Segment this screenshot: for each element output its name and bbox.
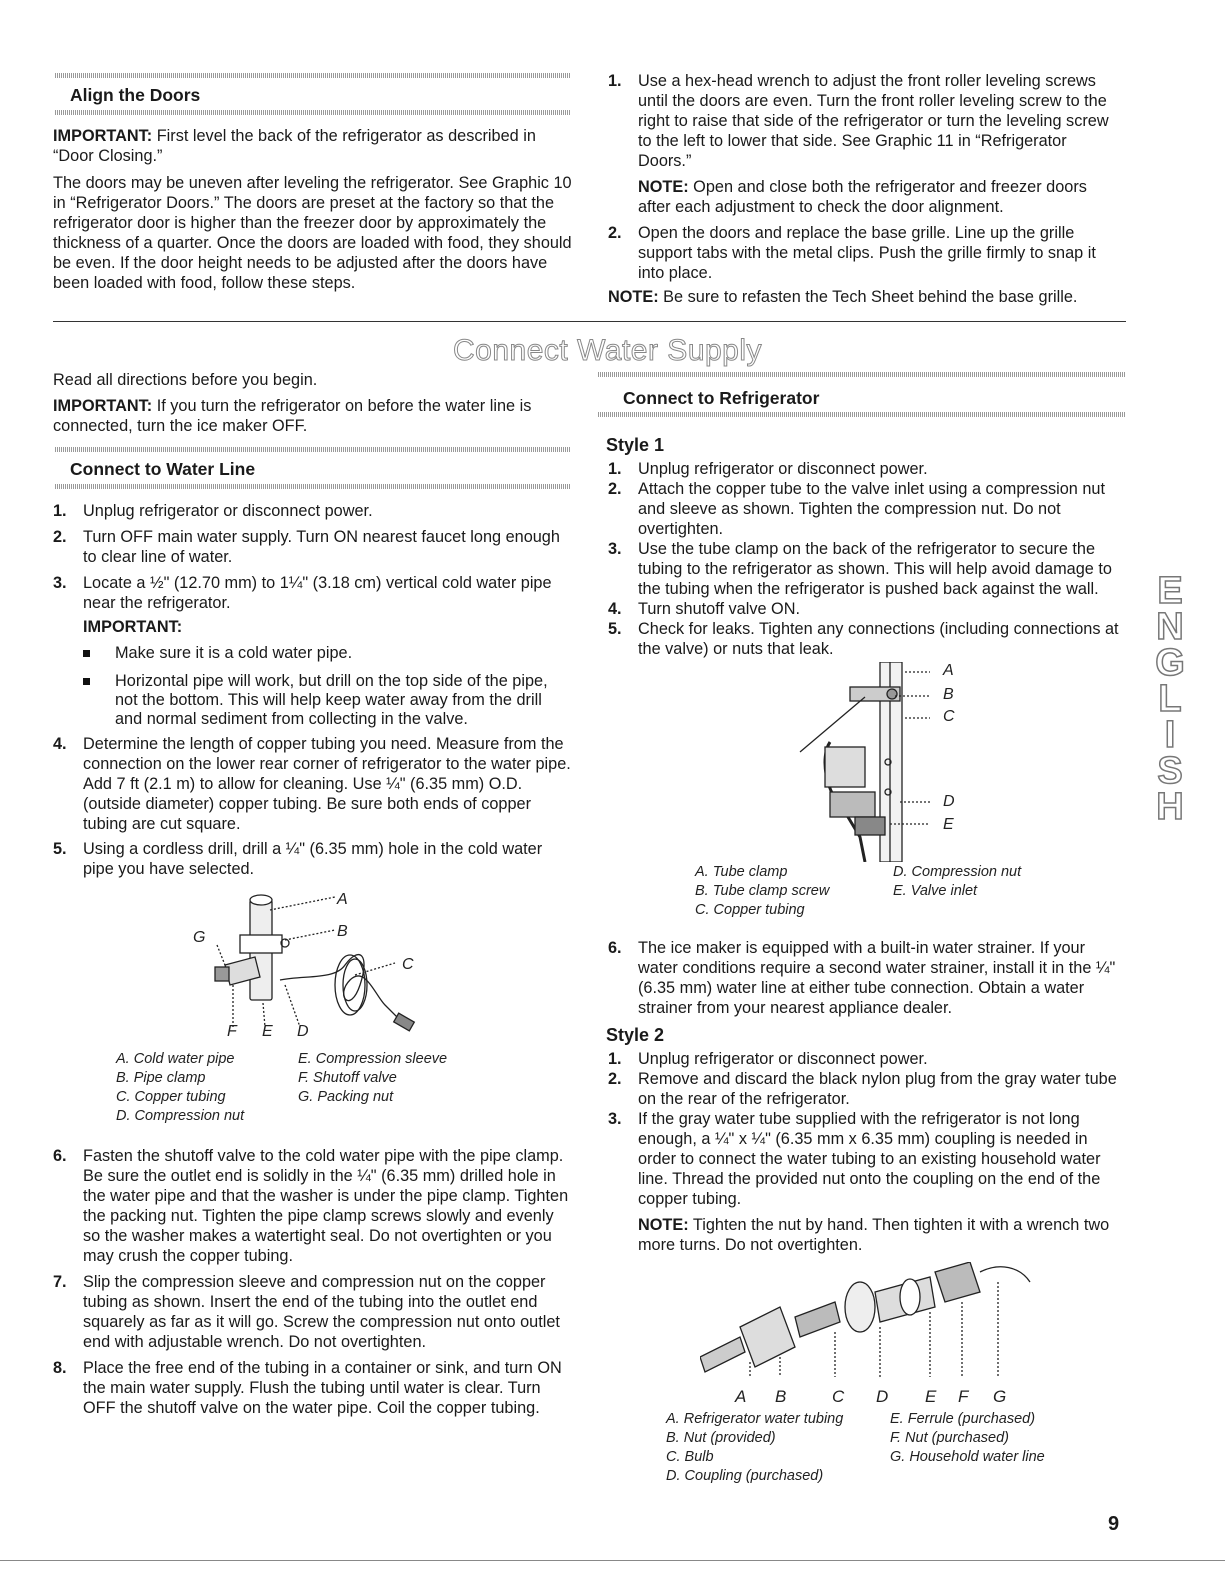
important-label: IMPORTANT:	[53, 397, 153, 415]
heading-rule	[55, 484, 570, 489]
list-item	[608, 223, 1120, 283]
list-item: 3. Locate a ½" (12.70 mm) to 1¼" (3.18 cm) vertical cold water pipe near the refrigerator.	[53, 574, 552, 612]
heading-rule	[55, 110, 570, 115]
figure-letter: F	[958, 1387, 969, 1406]
figure-captions-left	[116, 1050, 244, 1126]
read-directions: Read all directions before you begin.	[53, 371, 318, 389]
figure-letter: C	[402, 956, 414, 973]
figure-captions-left	[666, 1410, 843, 1486]
caption: A. Tube clamp	[695, 864, 788, 880]
list-item: 8. Place the free end of the tubing in a container or sink, and turn ON the main water supply. Flush the tubing until water is clear. Turn OFF the shutoff valve on the water pipe. Coil the copper tubing.	[53, 1359, 562, 1417]
caption: C. Copper tubing	[116, 1089, 226, 1105]
caption: D. Compression nut	[116, 1108, 245, 1124]
figure-letter: B	[775, 1387, 787, 1406]
figure-letter: G	[193, 929, 206, 946]
figure-captions-right	[890, 1410, 1045, 1467]
figure-letter: C	[832, 1387, 845, 1406]
figure-captions-right	[298, 1050, 447, 1107]
caption: D. Coupling (purchased)	[666, 1468, 824, 1484]
figure-letter: E	[262, 1023, 273, 1040]
step-text: Turn shutoff valve ON.	[638, 600, 800, 618]
step-text: Unplug refrigerator or disconnect power.	[638, 1050, 928, 1068]
caption: E. Valve inlet	[893, 883, 978, 899]
note	[608, 1215, 1123, 1255]
list-item: 4. Turn shutoff valve ON.	[608, 600, 800, 618]
align-paragraph: The doors may be uneven after leveling the refrigerator. See Graphic 10 in “Refrigerator Doors.” The doors are preset at the factory so that the refrigerator door is higher than the freezer door by approximately the thickness of a quarter. Once the doors are loaded with food, they should be even. If the door height needs to be adjusted after the doors have been loaded with food, follow these steps.	[53, 174, 572, 292]
caption: A. Refrigerator water tubing	[666, 1411, 844, 1427]
caption: C. Bulb	[666, 1449, 714, 1465]
step-text: If the gray water tube supplied with the refrigerator is not long enough, a ¼" x ¼" (6.35 mm x 6.35 mm) coupling is needed in order to connect the water tubing to an existing household water line. Thread the provided nut onto the coupling on the end of the copper tubing.	[638, 1110, 1101, 1208]
heading-rule	[55, 73, 570, 78]
intro	[53, 370, 573, 436]
list-item: 5. Using a cordless drill, drill a ¼" (6.35 mm) hole in the cold water pipe you have selected.	[53, 840, 543, 878]
figure-letter: E	[943, 816, 954, 833]
step-text: Attach the copper tube to the valve inlet using a compression nut and sleeve as shown. Tighten the compression nut. Do not overtighten.	[638, 480, 1106, 538]
figure-letter: C	[943, 708, 955, 725]
step-text: Remove and discard the black nylon plug from the gray water tube on the rear of the refrigerator.	[638, 1070, 1117, 1108]
caption: A. Cold water pipe	[116, 1051, 235, 1067]
list-item: 2. Attach the copper tube to the valve inlet using a compression nut and sleeve as shown. Tighten the compression nut. Do not overtighten.	[608, 480, 1106, 538]
heading-rule	[55, 447, 570, 452]
step-text: Slip the compression sleeve and compression nut on the copper tubing as shown. Insert the end of the tubing into the outlet end squarely as far as it will go. Screw the compression nut onto outlet end with adjustable wrench. Do not overtighten.	[83, 1273, 560, 1351]
align-intro	[53, 126, 573, 293]
figure-letter: F	[227, 1023, 237, 1040]
figure-letter: D	[876, 1387, 889, 1406]
note-label: NOTE:	[638, 1216, 689, 1234]
caption: E. Compression sleeve	[298, 1051, 448, 1067]
step-text: Check for leaks. Tighten any connections (including connections at the valve) or nuts that leak.	[638, 620, 1119, 658]
list-item: 2. Remove and discard the black nylon plug from the gray water tube on the rear of the refrigerator.	[608, 1070, 1117, 1108]
step-text: Open the doors and replace the base grille. Line up the grille support tabs with the metal clips. Push the grille firmly to snap it into place.	[638, 224, 1096, 282]
figure-captions-right	[893, 863, 1021, 901]
list-item: 1. Unplug refrigerator or disconnect power.	[608, 1050, 928, 1068]
list-item: 1. Unplug refrigerator or disconnect power.	[53, 502, 373, 520]
important-text: If you turn the refrigerator on before the water line is connected, turn the ice maker OFF.	[53, 397, 532, 435]
section-title: Connect Water Supply	[453, 334, 763, 367]
important-text: First level the back of the refrigerator as described in “Door Closing.”	[53, 127, 536, 165]
list-item: 4. Determine the length of copper tubing you need. Measure from the connection on the lower rear corner of refrigerator to the water pipe. Add 7 ft (2.1 m) to allow for cleaning. Use ¼" (6.35 mm) O.D. (outside diameter) copper tubing. Be sure both ends of copper tubing are cut square.	[53, 735, 571, 833]
note-label: NOTE:	[638, 178, 689, 196]
step-text: Use the tube clamp on the back of the refrigerator to secure the tubing to the refrigerator as shown. This will help avoid damage to the tubing when the refrigerator is pushed back against the wall.	[638, 540, 1112, 598]
step-text: Unplug refrigerator or disconnect power.	[83, 502, 373, 520]
bullet-item	[53, 644, 573, 663]
list-item: 3. If the gray water tube supplied with the refrigerator is not long enough, a ¼" x ¼" (6.35 mm x 6.35 mm) coupling is needed in order to connect the water tubing to an existing household water line. Thread the provided nut onto the coupling on the end of the copper tubing.	[608, 1110, 1101, 1208]
figure-letter: D	[943, 793, 955, 810]
caption: F. Shutoff valve	[298, 1070, 397, 1086]
coupling-illustration	[700, 1262, 1040, 1382]
figure-letter: E	[925, 1387, 937, 1406]
figure-letter: B	[337, 923, 348, 940]
list-item: 5. Check for leaks. Tighten any connections (including connections at the valve) or nuts that leak.	[608, 620, 1119, 658]
list-item: 3. Use the tube clamp on the back of the refrigerator to secure the tubing to the refrigerator as shown. This will help avoid damage to the tubing when the refrigerator is pushed back against the wall.	[608, 540, 1112, 598]
heading-rule	[598, 412, 1126, 417]
style-2-steps	[608, 1049, 1123, 1255]
note-label: NOTE:	[608, 288, 659, 306]
note-text: Tighten the nut by hand. Then tighten it with a wrench two more turns. Do not overtighten.	[638, 1216, 1110, 1254]
water-line-steps	[53, 501, 573, 879]
caption: D. Compression nut	[893, 864, 1022, 880]
list-item: 6. The ice maker is equipped with a built-in water strainer. If your water conditions require a second water strainer, install it in the ¼" (6.35 mm) water line at either tube connection. Obtain a water strainer from your nearest appliance dealer.	[608, 939, 1116, 1017]
caption: G. Household water line	[890, 1449, 1045, 1465]
list-item: 6. Fasten the shutoff valve to the cold water pipe with the pipe clamp. Be sure the outlet end is solidly in the ¼" (6.35 mm) drilled hole in the water pipe and that the washer is under the pipe clamp. Tighten the packing nut. Tighten the pipe clamp screws slowly and evenly so the washer makes a watertight seal. Do not overtighten or you may crush the copper tubing.	[53, 1147, 569, 1265]
step-number: 2.	[608, 224, 622, 242]
figure-letter: A	[943, 662, 954, 679]
style-1-step-6	[608, 938, 1123, 1018]
water-line-heading: Connect to Water Line	[70, 459, 256, 479]
caption: C. Copper tubing	[695, 902, 805, 918]
style-1-steps	[608, 459, 1123, 659]
figure-letter: B	[943, 686, 954, 703]
heading-rule	[598, 372, 1126, 377]
step-text: The ice maker is equipped with a built-in water strainer. If your water conditions require a second water strainer, install it in the ¼" (6.35 mm) water line at either tube connection. Obtain a water strainer from your nearest appliance dealer.	[638, 939, 1116, 1017]
caption: G. Packing nut	[298, 1089, 394, 1105]
list-item	[608, 71, 1120, 171]
step-text: Locate a ½" (12.70 mm) to 1¼" (3.18 cm) vertical cold water pipe near the refrigerator.	[83, 574, 552, 612]
align-doors-heading: Align the Doors	[70, 85, 201, 105]
style-1-heading: Style 1	[606, 435, 665, 455]
step-text: Fasten the shutoff valve to the cold water pipe with the pipe clamp. Be sure the outlet end is solidly in the ¼" (6.35 mm) drilled hole in the water pipe and that the washer is under the pipe clamp. Tighten the packing nut. Tighten the pipe clamp screws slowly and evenly so the washer makes a watertight seal. Do not overtighten or you may crush the copper tubing.	[83, 1147, 569, 1265]
caption: E. Ferrule (purchased)	[890, 1411, 1036, 1427]
page-bottom-rule	[0, 1560, 1225, 1561]
bullet-text: Make sure it is a cold water pipe.	[115, 644, 353, 662]
caption: B. Pipe clamp	[116, 1070, 206, 1086]
step-text: Using a cordless drill, drill a ¼" (6.35 mm) hole in the cold water pipe you have selected.	[83, 840, 543, 878]
page-number: 9	[1108, 1513, 1120, 1535]
step-text: Place the free end of the tubing in a container or sink, and turn ON the main water supply. Flush the tubing until water is clear. Turn OFF the shutoff valve on the water pipe. Coil the copper tubing.	[83, 1359, 562, 1417]
list-item: 2. Turn OFF main water supply. Turn ON nearest faucet long enough to clear line of water.	[53, 528, 560, 566]
step-text: Use a hex-head wrench to adjust the front roller leveling screws until the doors are even. Turn the front roller leveling screw to the right to raise that side of the refrigerator or turn the leveling screw to the left to lower that side. See Graphic 11 in “Refrigerator Doors.”	[638, 72, 1109, 170]
figure-captions-left	[695, 863, 829, 920]
step-number: 1.	[608, 72, 622, 90]
figure-letter: A	[337, 891, 348, 908]
language-side-tab: ENGLISH	[1149, 570, 1191, 822]
important-label: IMPORTANT:	[83, 618, 183, 636]
note	[608, 177, 1120, 217]
refrigerator-heading: Connect to Refrigerator	[623, 388, 820, 408]
valve-inlet-illustration	[770, 662, 970, 862]
note	[608, 287, 1120, 307]
step-text: Turn OFF main water supply. Turn ON nearest faucet long enough to clear line of water.	[83, 528, 560, 566]
caption: B. Nut (provided)	[666, 1430, 776, 1446]
bullet-text: Horizontal pipe will work, but drill on the top side of the pipe, not the bottom. This will help keep water away from the drill and normal sediment from collecting in the valve.	[115, 672, 548, 728]
caption: F. Nut (purchased)	[890, 1430, 1010, 1446]
figure-letter: G	[993, 1387, 1007, 1406]
step-text: Unplug refrigerator or disconnect power.	[638, 460, 928, 478]
caption: B. Tube clamp screw	[695, 883, 830, 899]
style-2-heading: Style 2	[606, 1025, 665, 1045]
important-label: IMPORTANT:	[53, 127, 153, 145]
figure-letter: D	[297, 1023, 309, 1040]
step-text: Determine the length of copper tubing you need. Measure from the connection on the lower rear corner of refrigerator to the water pipe. Add 7 ft (2.1 m) to allow for cleaning. Use ¼" (6.35 mm) O.D. (outside diameter) copper tubing. Be sure both ends of copper tubing are cut square.	[83, 735, 571, 833]
figure-letter: A	[735, 1387, 747, 1406]
bullet-item	[53, 672, 573, 729]
section-divider	[53, 321, 1126, 322]
list-item: 1. Unplug refrigerator or disconnect power.	[608, 460, 928, 478]
align-steps	[608, 71, 1120, 307]
note-text: Open and close both the refrigerator and freezer doors after each adjustment to check the door alignment.	[638, 178, 1087, 216]
note-text: Be sure to refasten the Tech Sheet behind the base grille.	[658, 288, 1078, 306]
water-line-steps-continued	[53, 1146, 573, 1418]
list-item: 7. Slip the compression sleeve and compression nut on the copper tubing as shown. Insert the end of the tubing into the outlet end squarely as far as it will go. Screw the compression nut onto outlet end with adjustable wrench. Do not overtighten.	[53, 1273, 560, 1351]
